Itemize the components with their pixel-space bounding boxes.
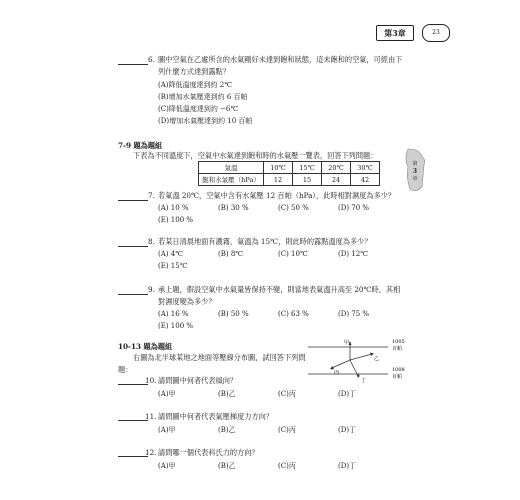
- option: (A) 16 %: [158, 310, 189, 318]
- option: (C) 63 %: [278, 310, 309, 318]
- option: (D) 75 %: [338, 310, 370, 318]
- section-intro: 右圖為北半球某地之地面等壓線分布圖，試回答下列問: [133, 353, 306, 362]
- option: (C)丙: [278, 390, 296, 398]
- answer-blank[interactable]: [118, 246, 148, 247]
- option: (A)降低溫度達到約 2℃: [158, 81, 233, 89]
- option: (B)乙: [218, 426, 236, 434]
- question-number: 6.: [148, 55, 155, 64]
- table-row: [199, 162, 380, 174]
- isobar-value: 1005: [392, 339, 405, 345]
- isobar-unit: 百帕: [392, 374, 403, 380]
- question-number: 12.: [145, 448, 157, 457]
- chapter-badge: 第3章: [376, 25, 414, 41]
- option: (D)丁: [338, 390, 357, 398]
- svg-text:3: 3: [412, 168, 418, 175]
- option: (D) 12℃: [338, 250, 369, 258]
- arrow-c: [332, 360, 350, 368]
- table-cell: 42: [351, 174, 380, 186]
- question-text: 請問圖中何者代表氣壓梯度力方向？: [158, 412, 274, 421]
- answer-blank[interactable]: [118, 456, 148, 457]
- isobar-diagram: [306, 338, 422, 386]
- option: (C) 50 %: [278, 204, 309, 212]
- question-number: 10.: [145, 376, 157, 385]
- question-number: 7.: [148, 191, 155, 200]
- table-cell: 15℃: [293, 162, 322, 174]
- option: (B) 50 %: [218, 310, 249, 318]
- option: (B) 8℃: [218, 250, 244, 258]
- table-cell: 10℃: [264, 162, 293, 174]
- option: (A) 10 %: [158, 204, 189, 212]
- label-d: 丁: [361, 378, 367, 384]
- option: (B)乙: [218, 462, 236, 470]
- option: (B)乙: [218, 390, 236, 398]
- table-cell: 氣溫: [199, 162, 264, 174]
- answer-blank[interactable]: [118, 200, 148, 201]
- page-number-badge: 23: [422, 24, 450, 42]
- svg-text:第: 第: [412, 161, 418, 167]
- question-text: 圖中空氣在乙處所含的水氣剛好未達到飽和狀態，這未飽和的空氣，可經由下: [158, 55, 403, 64]
- table-cell: 24: [322, 174, 351, 186]
- isobar-value: 1008: [392, 367, 405, 373]
- section-title: 10-13 題為題組: [118, 342, 173, 351]
- question-text: 請問圖中何者代表風向？: [158, 376, 238, 385]
- option: (D)增加水氣壓達到約 10 百帕: [158, 117, 253, 125]
- label-c: 丙: [334, 370, 340, 376]
- saturation-table: [198, 161, 380, 186]
- section-title: 7-9 題為題組: [118, 141, 163, 150]
- label-b: 乙: [374, 356, 380, 362]
- option: (B) 30 %: [218, 204, 249, 212]
- option: (E) 15℃: [158, 262, 188, 270]
- option: (A)甲: [158, 390, 176, 398]
- label-a: 甲: [344, 340, 350, 346]
- table-cell: 15: [293, 174, 322, 186]
- option: (D) 70 %: [338, 204, 370, 212]
- arrow-b: [350, 354, 372, 360]
- question-number: 9.: [148, 285, 155, 294]
- question-number: 8.: [148, 237, 155, 246]
- table-cell: 12: [264, 174, 293, 186]
- table-cell: 30℃: [351, 162, 380, 174]
- question-text: 承上題，假設空氣中水氣量皆保持不變，則當地表氣溫升高至 20℃時，其相: [158, 285, 401, 294]
- section-intro: 題：: [118, 365, 133, 374]
- option: (A)甲: [158, 462, 176, 470]
- question-text: 若氣溫 20℃，空氣中含有水氣壓 12 百帕（hPa），此時相對濕度為多少？: [158, 191, 396, 200]
- option: (A)甲: [158, 426, 176, 434]
- option: (D)丁: [338, 462, 357, 470]
- option: (A) 4℃: [158, 250, 184, 258]
- question-number: 11.: [145, 412, 157, 421]
- svg-text:章: 章: [412, 176, 418, 182]
- isobar-unit: 百帕: [392, 346, 403, 352]
- option: (B)增加水氣壓達到約 6 百帕: [158, 93, 248, 101]
- answer-blank[interactable]: [118, 384, 148, 385]
- option: (C)丙: [278, 426, 296, 434]
- option: (E) 100 %: [158, 322, 194, 330]
- question-text: 若某日清晨地面有濃霧，氣溫為 15℃，則此時的露點溫度為多少？: [158, 237, 372, 246]
- chapter-side-tab: [402, 147, 428, 193]
- option: (C)降低溫度達到約 −6℃: [158, 105, 239, 113]
- section-intro: 下表為不同溫度下，空氣中水氣達到飽和時的水氣壓一覽表，回答下列問題：: [133, 151, 378, 160]
- option: (C) 10℃: [278, 250, 308, 258]
- answer-blank[interactable]: [118, 64, 148, 65]
- table-row: [199, 174, 380, 186]
- table-cell: 飽和水氣壓（hPa）: [199, 174, 264, 186]
- option: (D)丁: [338, 426, 357, 434]
- table-cell: 20℃: [322, 162, 351, 174]
- option: (C)丙: [278, 462, 296, 470]
- question-text: 列什麼方式達到露點？: [158, 67, 230, 76]
- question-text: 對濕度變為多少？: [158, 297, 216, 306]
- answer-blank[interactable]: [118, 420, 148, 421]
- answer-blank[interactable]: [118, 294, 148, 295]
- option: (E) 100 %: [158, 216, 194, 224]
- question-text: 請問哪一個代表科氏力的方向？: [158, 448, 259, 457]
